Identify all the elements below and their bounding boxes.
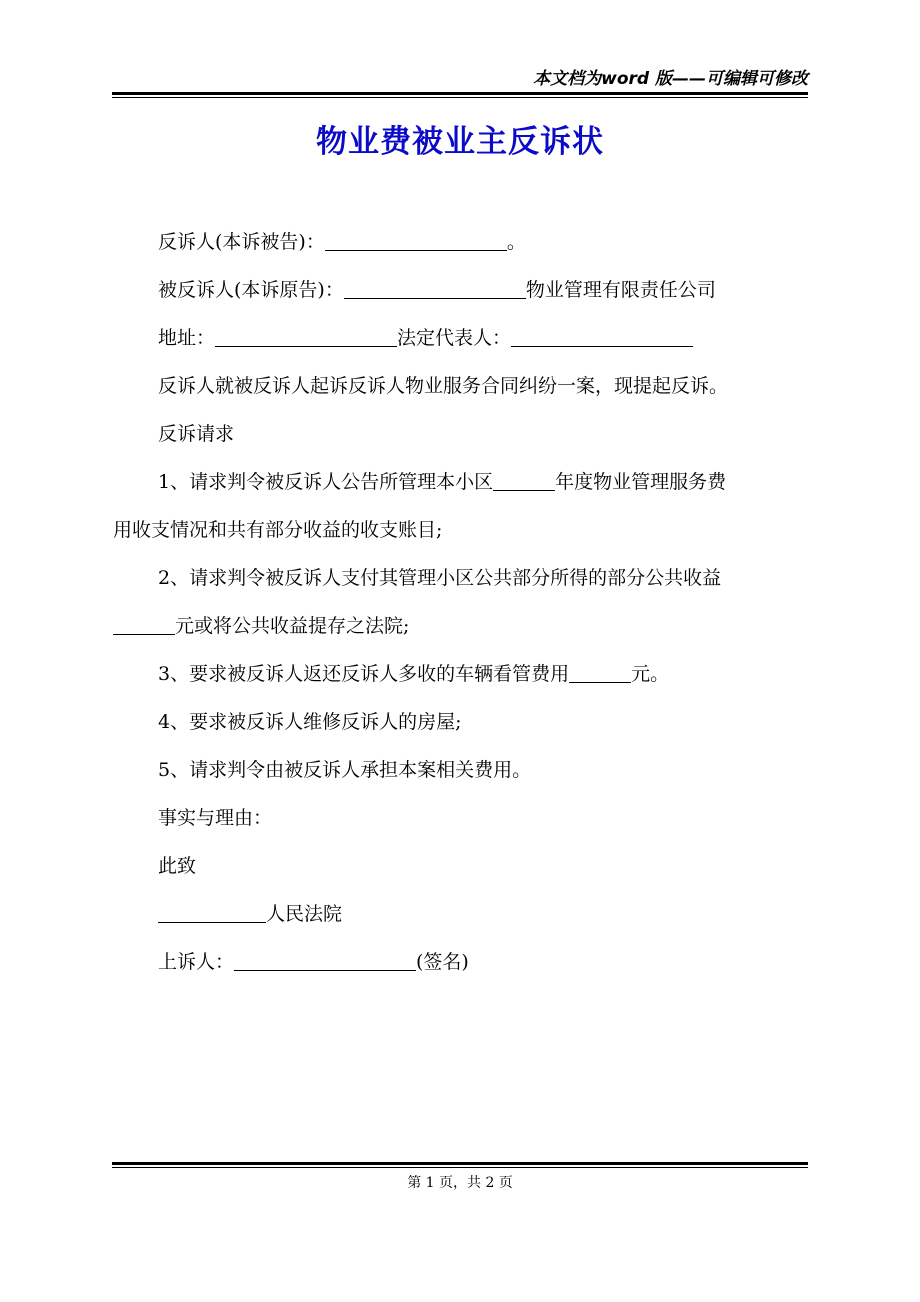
header-rule-thin [112, 97, 808, 98]
claims-heading: 反诉请求 [158, 423, 235, 445]
footer-rule-thin [112, 1167, 808, 1168]
header-note: 本文档为word 版——可编辑可修改 [533, 69, 808, 89]
court-line [113, 890, 813, 938]
claim-1-text-a: 1、请求判令被反诉人公告所管理本小区 [158, 471, 494, 493]
claim-2-line-2 [113, 602, 813, 650]
counter-plaintiff-blank [325, 230, 507, 251]
intro-paragraph: 反诉人就被反诉人起诉反诉人物业服务合同纠纷一案，现提起反诉。 [158, 375, 729, 397]
counter-defendant-line [113, 266, 813, 314]
claim-1-text-b: 年度物业管理服务费 [555, 471, 727, 493]
appellant-line [113, 938, 813, 986]
legal-rep-label: 法定代表人： [397, 327, 512, 349]
claim-2-line-1: 2、请求判令被反诉人支付其管理小区公共部分所得的部分公共收益 [158, 567, 722, 589]
address-label: 地址： [158, 327, 216, 349]
signature-note: (签名) [416, 951, 469, 973]
court-blank [158, 902, 266, 923]
counter-plaintiff-label: 反诉人(本诉被告)： [158, 231, 325, 253]
claim-3-line [113, 650, 813, 698]
document-body [113, 218, 813, 986]
claim-3-blank [569, 662, 631, 683]
claim-1-blank [493, 470, 555, 491]
legal-rep-blank [511, 326, 693, 347]
appellant-label: 上诉人： [158, 951, 235, 973]
footer-rule-thick [112, 1162, 808, 1165]
court-suffix: 人民法院 [266, 903, 343, 925]
address-line [113, 314, 813, 362]
claim-5-line: 5、请求判令由被反诉人承担本案相关费用。 [158, 759, 532, 781]
claim-4-line: 4、要求被反诉人维修反诉人的房屋; [158, 711, 462, 733]
claim-2-blank [113, 614, 175, 635]
salutation: 此致 [158, 855, 197, 877]
counter-defendant-suffix: 物业管理有限责任公司 [525, 279, 716, 301]
page-number: 第 1 页，共 2 页 [407, 1175, 513, 1191]
document-title: 物业费被业主反诉状 [316, 124, 604, 160]
appellant-blank [234, 950, 416, 971]
counter-defendant-blank [344, 278, 526, 299]
counter-plaintiff-line [113, 218, 813, 266]
header-rule-thick [112, 92, 808, 95]
counter-plaintiff-end: 。 [506, 231, 526, 253]
claim-3-text-b: 元。 [631, 663, 670, 685]
facts-heading: 事实与理由： [158, 807, 273, 829]
counter-defendant-label: 被反诉人(本诉原告)： [158, 279, 344, 301]
address-blank [215, 326, 397, 347]
claim-1-line-2: 用收支情况和共有部分收益的收支账目; [113, 519, 443, 541]
claim-2-text-b: 元或将公共收益提存之法院; [175, 615, 410, 637]
claim-3-text-a: 3、要求被反诉人返还反诉人多收的车辆看管费用 [158, 663, 570, 685]
claim-1-line-1 [113, 458, 813, 506]
